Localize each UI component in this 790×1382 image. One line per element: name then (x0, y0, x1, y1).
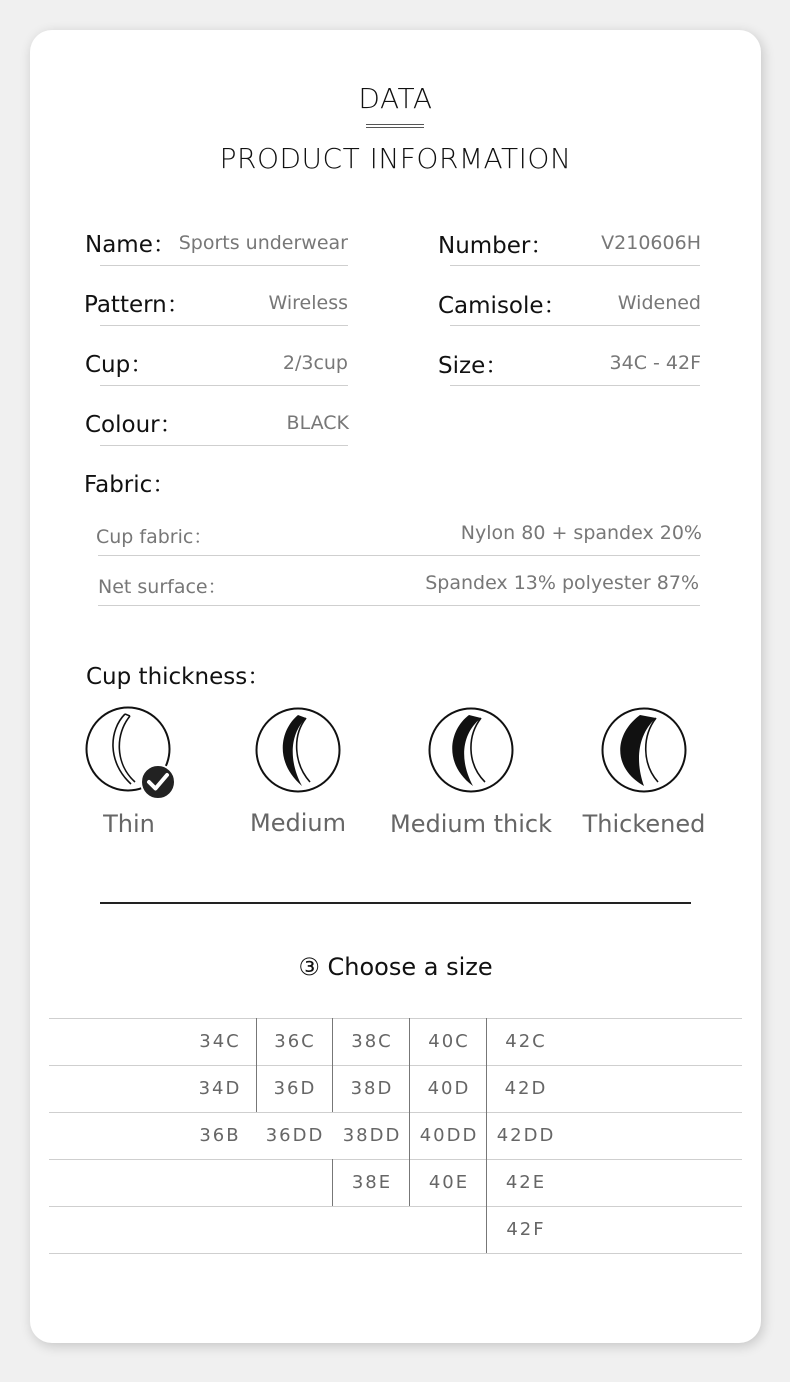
net-surface-label: Net surface： (98, 576, 227, 598)
medium-thick-label: Medium thick (390, 810, 552, 838)
cup-label: Cup： (85, 352, 154, 378)
cup-thickness-heading: Cup thickness： (86, 664, 271, 690)
size-table-column-divider (332, 1159, 333, 1206)
size-chart-heading: ③ Choose a size (298, 953, 493, 981)
cup-fabric-label: Cup fabric： (96, 526, 213, 548)
medium-label: Medium (250, 809, 346, 837)
size-table-rule (49, 1065, 742, 1066)
size-table-rule (49, 1206, 742, 1207)
name-divider (100, 265, 348, 266)
title-underline-bottom (366, 127, 424, 128)
size-option-38c[interactable]: 38C (351, 1031, 393, 1052)
size-divider (450, 385, 700, 386)
size-table-rule (49, 1159, 742, 1160)
size-option-38e[interactable]: 38E (351, 1172, 393, 1193)
size-option-36dd[interactable]: 36DD (265, 1125, 325, 1146)
pattern-divider (100, 325, 348, 326)
section-divider (100, 902, 691, 904)
size-option-36c[interactable]: 36C (274, 1031, 316, 1052)
size-label: Size： (438, 353, 509, 379)
size-option-36b[interactable]: 36B (199, 1125, 241, 1146)
cup-value: 2/3cup (282, 352, 348, 374)
camisole-divider (450, 325, 700, 326)
size-option-42f[interactable]: 42F (506, 1219, 546, 1240)
number-value: V210606H (601, 232, 701, 254)
size-option-40e[interactable]: 40E (428, 1172, 470, 1193)
medium-cup-icon[interactable] (254, 706, 344, 796)
size-table-rule (49, 1018, 742, 1019)
size-table-rule (49, 1253, 742, 1254)
pattern-value: Wireless (268, 292, 348, 314)
size-option-40dd[interactable]: 40DD (419, 1125, 479, 1146)
check-circle-icon (139, 763, 177, 801)
product-info-card (30, 30, 761, 1343)
size-option-42d[interactable]: 42D (504, 1078, 548, 1099)
colour-divider (100, 445, 348, 446)
cup-fabric-divider (98, 555, 700, 556)
thin-label: Thin (103, 810, 155, 838)
cup-divider (100, 385, 348, 386)
thickened-cup-icon[interactable] (600, 706, 690, 796)
name-value: Sports underwear (178, 232, 348, 254)
page-subtitle: PRODUCT INFORMATION (219, 142, 572, 175)
name-label: Name： (85, 232, 176, 258)
size-option-42dd[interactable]: 42DD (496, 1125, 556, 1146)
number-divider (450, 265, 700, 266)
size-option-36d[interactable]: 36D (273, 1078, 317, 1099)
size-option-38dd[interactable]: 38DD (342, 1125, 402, 1146)
size-option-38d[interactable]: 38D (350, 1078, 394, 1099)
pattern-label: Pattern： (84, 292, 190, 318)
colour-value: BLACK (286, 412, 349, 434)
size-option-42e[interactable]: 42E (505, 1172, 547, 1193)
thickened-label: Thickened (582, 810, 706, 838)
size-option-34d[interactable]: 34D (198, 1078, 242, 1099)
medium-thick-cup-icon[interactable] (427, 706, 517, 796)
size-option-34c[interactable]: 34C (199, 1031, 241, 1052)
colour-label: Colour： (85, 412, 183, 438)
net-surface-divider (98, 605, 700, 606)
net-surface-value: Spandex 13% polyester 87% (425, 572, 699, 594)
size-table-rule (49, 1112, 742, 1113)
size-option-40d[interactable]: 40D (427, 1078, 471, 1099)
number-label: Number： (438, 233, 554, 259)
page-title: DATA (358, 82, 433, 115)
camisole-value: Widened (617, 292, 701, 314)
title-underline-top (366, 124, 424, 125)
cup-fabric-value: Nylon 80 + spandex 20% (460, 522, 702, 544)
size-option-42c[interactable]: 42C (505, 1031, 547, 1052)
fabric-heading: Fabric： (84, 472, 176, 498)
camisole-label: Camisole： (438, 293, 567, 319)
size-value: 34C - 42F (609, 352, 701, 374)
size-option-40c[interactable]: 40C (428, 1031, 470, 1052)
